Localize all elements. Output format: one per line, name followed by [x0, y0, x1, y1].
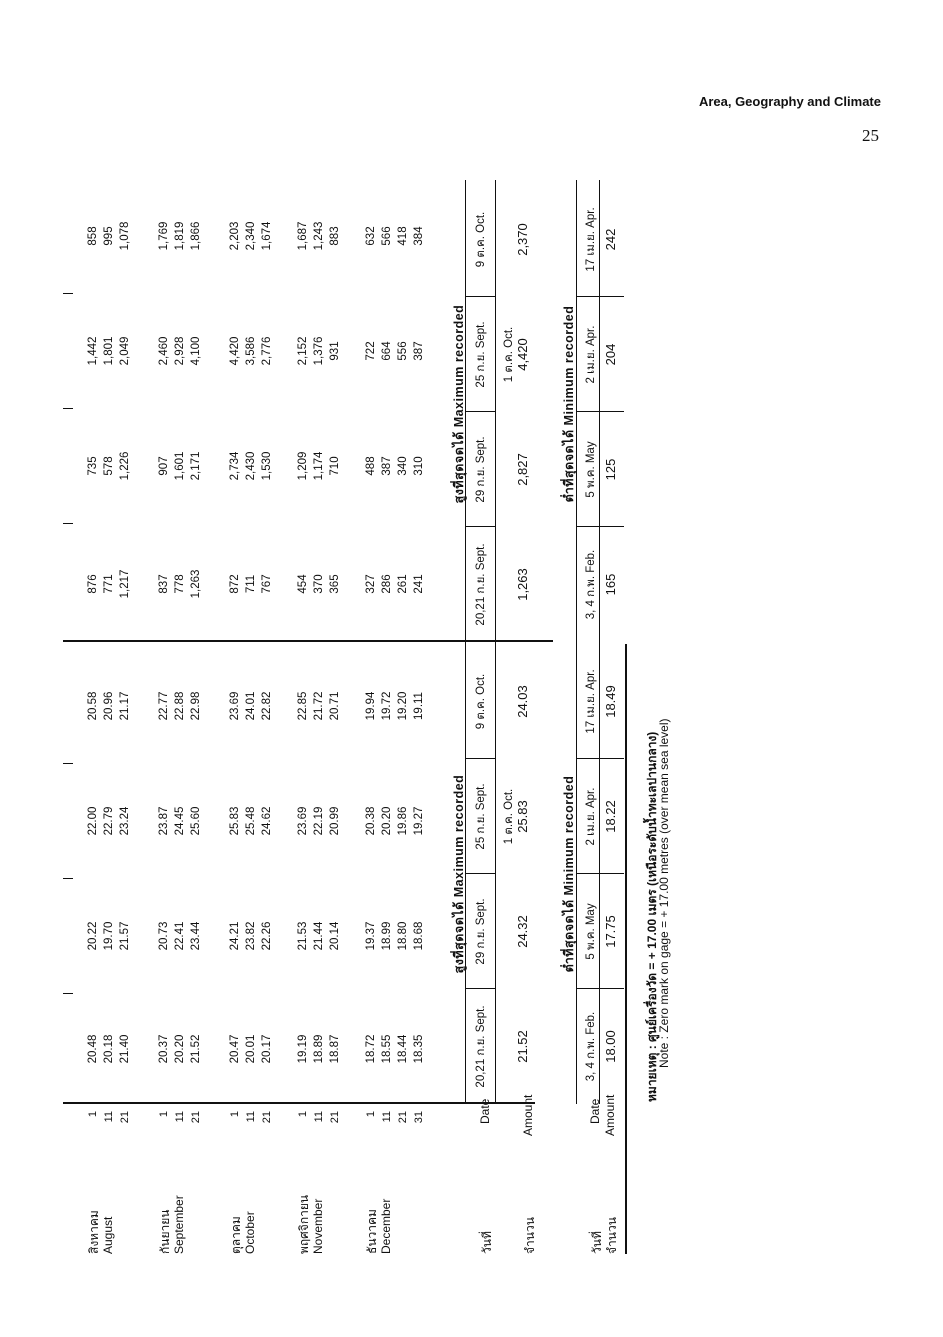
discharge-min-date: 3, 4 ก.พ. Feb. [585, 549, 597, 620]
month-eng-august: August [101, 1216, 115, 1254]
table-cell: 22.41 [174, 921, 186, 951]
table-cell: 883 [329, 226, 341, 246]
table-cell: 365 [329, 574, 341, 594]
table-cell: 21.40 [119, 1034, 131, 1064]
table-cell: 1,674 [261, 221, 273, 251]
table-cell: 241 [413, 574, 425, 594]
table-cell: 20.37 [158, 1034, 170, 1064]
table-cell: 24.21 [229, 921, 241, 951]
table-cell: 837 [158, 574, 170, 594]
month-eng-november: November [311, 1198, 325, 1254]
table-cell: 2,171 [190, 451, 202, 481]
table-cell: 2,203 [229, 221, 241, 251]
table-cell: 778 [174, 574, 186, 594]
level-min-date: 3, 4 ก.พ. Feb. [585, 1011, 597, 1082]
table-cell: 18.80 [397, 921, 409, 951]
table-cell: 23.69 [229, 691, 241, 721]
table-cell: 722 [365, 341, 377, 361]
page-number: 25 [862, 126, 879, 145]
table-cell: 18.35 [413, 1034, 425, 1064]
level-max-date: 20,21 ก.ย. Sept. [475, 1005, 487, 1088]
date-label-min: Date [588, 1098, 602, 1124]
bottom-rule [625, 644, 627, 1254]
day-label: 31 [413, 1111, 425, 1124]
table-cell: 2,460 [158, 336, 170, 366]
table-cell: 20.71 [329, 691, 341, 721]
discharge-max-heading: สูงที่สุดจดได้ Maximum recorded [452, 304, 466, 504]
table-cell: 767 [261, 574, 273, 594]
table-cell: 1,078 [119, 221, 131, 251]
table-cell: 384 [413, 226, 425, 246]
table-cell: 340 [397, 456, 409, 476]
table-cell: 20.48 [87, 1034, 99, 1064]
table-cell: 25.60 [190, 806, 202, 836]
table-cell: 632 [365, 226, 377, 246]
table-cell: 2,734 [229, 451, 241, 481]
date-label-thai: วันที่ [480, 1231, 494, 1254]
day-label: 21 [190, 1111, 202, 1124]
table-cell: 2,776 [261, 336, 273, 366]
date-label-thai-min: วันที่ [590, 1231, 604, 1254]
day-label: 11 [313, 1111, 325, 1123]
discharge-min-amount: 165 [603, 573, 618, 596]
table-cell: 310 [413, 456, 425, 476]
table-cell: 2,340 [245, 221, 257, 251]
discharge-min-date: 5 พ.ค. May [585, 441, 597, 498]
discharge-max-date: 20,21 ก.ย. Sept. [475, 543, 487, 626]
table-cell: 1,442 [87, 336, 99, 366]
table-cell: 25.83 [229, 806, 241, 836]
table-cell: 25.48 [245, 806, 257, 836]
table-cell: 664 [381, 341, 393, 361]
table-cell: 387 [381, 456, 393, 476]
table-cell: 18.87 [329, 1034, 341, 1064]
table-cell: 24.45 [174, 806, 186, 836]
table-cell: 20.38 [365, 806, 377, 836]
table-cell: 2,928 [174, 336, 186, 366]
table-cell: 18.55 [381, 1034, 393, 1064]
table-cell: 23.82 [245, 921, 257, 951]
month-thai-august: สิงหาคม [87, 1210, 101, 1254]
table-cell: 931 [329, 341, 341, 361]
table-cell: 20.58 [87, 691, 99, 721]
table-cell: 18.72 [365, 1034, 377, 1064]
level-min-heading: ต่ำที่สุดจดได้ Minimum recorded [562, 775, 576, 973]
day-label: 11 [103, 1111, 115, 1123]
level-max-mid-rule [495, 642, 496, 1104]
table-cell: 566 [381, 226, 393, 246]
table-cell: 20.73 [158, 921, 170, 951]
table-cell: 876 [87, 574, 99, 594]
table-cell: 20.14 [329, 921, 341, 951]
table-cell: 261 [397, 574, 409, 594]
table-cell: 1,226 [119, 451, 131, 481]
table-cell: 20.22 [87, 921, 99, 951]
table-cell: 735 [87, 456, 99, 476]
level-min-amount: 18.00 [603, 1030, 618, 1063]
table-cell: 1,819 [174, 221, 186, 251]
table-cell: 2,152 [297, 336, 309, 366]
table-cell: 23.69 [297, 806, 309, 836]
table-cell: 1,243 [313, 221, 325, 251]
level-max-date-extra: 1 ต.ค. Oct. [503, 788, 515, 845]
table-cell: 22.82 [261, 691, 273, 721]
table-cell: 3,586 [245, 336, 257, 366]
table-cell: 20.17 [261, 1034, 273, 1064]
table-cell: 20.96 [103, 691, 115, 721]
table-cell: 488 [365, 456, 377, 476]
table-cell: 370 [313, 574, 325, 594]
level-max-heading: สูงที่สุดจดได้ Maximum recorded [452, 774, 466, 974]
table-cell: 22.85 [297, 691, 309, 721]
table-cell: 21.17 [119, 691, 131, 721]
table-cell: 19.20 [397, 691, 409, 721]
table-cell: 995 [103, 226, 115, 246]
table-cell: 21.53 [297, 921, 309, 951]
month-thai-december: ธันวาคม [365, 1209, 379, 1254]
discharge-max-amount: 4,420 [515, 338, 530, 371]
day-label: 21 [329, 1111, 341, 1124]
discharge-max-date: 9 ต.ค. Oct. [475, 211, 487, 268]
table-cell: 19.70 [103, 921, 115, 951]
table-cell: 22.19 [313, 806, 325, 836]
table-cell: 1,217 [119, 569, 131, 599]
table-cell: 23.44 [190, 921, 202, 951]
table-cell: 711 [245, 574, 257, 594]
discharge-max-date: 29 ก.ย. Sept. [475, 436, 487, 503]
table-cell: 21.44 [313, 921, 325, 951]
table-cell: 22.79 [103, 806, 115, 836]
table-cell: 4,420 [229, 336, 241, 366]
amount-label-thai-min: จำนวน [605, 1217, 619, 1254]
table-cell: 21.52 [190, 1034, 202, 1064]
running-header: Area, Geography and Climate [698, 94, 881, 109]
table-cell: 19.94 [365, 691, 377, 721]
discharge-min-date: 17 เม.ย. Apr. [585, 207, 597, 272]
table-cell: 22.98 [190, 691, 202, 721]
table-cell: 22.77 [158, 691, 170, 721]
level-max-date: 9 ต.ค. Oct. [475, 673, 487, 730]
day-label: 1 [229, 1111, 241, 1118]
level-min-date: 2 เม.ย. Apr. [585, 787, 597, 846]
table-cell: 21.57 [119, 921, 131, 951]
table-cell: 24.01 [245, 691, 257, 721]
table-cell: 21.72 [313, 691, 325, 721]
level-min-date: 5 พ.ค. May [585, 903, 597, 960]
table-cell: 454 [297, 574, 309, 594]
table-cell: 327 [365, 574, 377, 594]
table-cell: 286 [381, 574, 393, 594]
month-thai-september: กันยายน [158, 1209, 172, 1254]
table-cell: 418 [397, 226, 409, 246]
table-cell: 872 [229, 574, 241, 594]
amount-label: Amount [521, 1094, 535, 1136]
table-cell: 19.37 [365, 921, 377, 951]
table-cell: 1,174 [313, 451, 325, 481]
day-label: 11 [174, 1111, 186, 1123]
discharge-max-amount: 2,827 [515, 453, 530, 486]
table-cell: 2,049 [119, 336, 131, 366]
table-cell: 19.11 [413, 692, 425, 720]
table-cell: 907 [158, 456, 170, 476]
day-label: 1 [365, 1111, 377, 1118]
discharge-min-amount: 204 [603, 343, 618, 366]
discharge-max-date: 25 ก.ย. Sept. [475, 321, 487, 388]
month-eng-september: September [172, 1195, 186, 1254]
discharge-min-heading: ต่ำที่สุดจดได้ Minimum recorded [562, 305, 576, 503]
discharge-max-amount: 1,263 [515, 568, 530, 601]
table-cell: 22.00 [87, 806, 99, 836]
table-cell: 20.99 [329, 806, 341, 836]
level-max-amount: 24.03 [515, 685, 530, 718]
level-max-date: 29 ก.ย. Sept. [475, 898, 487, 965]
table-cell: 1,209 [297, 451, 309, 481]
table-cell: 19.72 [381, 691, 393, 721]
table-cell: 710 [329, 456, 341, 476]
table-cell: 578 [103, 456, 115, 476]
table-cell: 23.87 [158, 806, 170, 836]
table-cell: 1,376 [313, 336, 325, 366]
table-cell: 18.44 [397, 1034, 409, 1064]
rotated-table [63, 176, 675, 1254]
table-cell: 19.27 [413, 806, 425, 836]
discharge-max-date-extra: 1 ต.ค. Oct. [503, 326, 515, 383]
month-thai-october: ตุลาคม [229, 1216, 243, 1254]
table-cell: 18.68 [413, 921, 425, 951]
day-label: 21 [261, 1111, 273, 1124]
day-label: 11 [245, 1111, 257, 1123]
level-max-amount: 21.52 [515, 1030, 530, 1063]
table-cell: 19.19 [297, 1034, 309, 1064]
table-cell: 1,687 [297, 221, 309, 251]
table-cell: 858 [87, 226, 99, 246]
month-thai-november: พฤศจิกายน [297, 1194, 311, 1254]
table-cell: 20.47 [229, 1034, 241, 1064]
day-label: 1 [87, 1111, 99, 1118]
discharge-max-amount: 2,370 [515, 223, 530, 256]
table-cell: 23.24 [119, 806, 131, 836]
level-min-amount: 18.22 [603, 800, 618, 833]
amount-label-min: Amount [603, 1094, 617, 1136]
table-cell: 1,866 [190, 221, 202, 251]
summary-grid [63, 176, 675, 1254]
table-cell: 387 [413, 341, 425, 361]
table-cell: 4,100 [190, 336, 202, 366]
note-thai: หมายเหตุ : ศูนย์เครื่องวัด = + 17.00 เมตร (เหนือระดับน้ำทะเลปานกลาง) [645, 731, 659, 1102]
table-cell: 1,530 [261, 451, 273, 481]
month-eng-october: October [243, 1211, 257, 1254]
day-label: 21 [119, 1111, 131, 1124]
table-cell: 1,263 [190, 569, 202, 599]
date-label: Date [478, 1098, 492, 1124]
discharge-min-amount: 125 [603, 458, 618, 481]
table-cell: 1,801 [103, 336, 115, 366]
level-max-date: 25 ก.ย. Sept. [475, 783, 487, 850]
table-cell: 20.20 [174, 1034, 186, 1064]
table-cell: 24.62 [261, 806, 273, 836]
table-cell: 18.89 [313, 1034, 325, 1064]
day-label: 1 [297, 1111, 309, 1118]
level-min-date: 17 เม.ย. Apr. [585, 669, 597, 734]
table-cell: 20.01 [245, 1034, 257, 1064]
day-label: 11 [381, 1111, 393, 1123]
table-cell: 20.20 [381, 806, 393, 836]
table-cell: 22.88 [174, 691, 186, 721]
amount-label-thai: จำนวน [523, 1217, 537, 1254]
table-cell: 1,601 [174, 451, 186, 481]
table-cell: 1,769 [158, 221, 170, 251]
table-cell: 22.26 [261, 921, 273, 951]
day-label: 1 [158, 1111, 170, 1118]
month-eng-december: December [379, 1198, 393, 1254]
level-min-amount: 17.75 [603, 915, 618, 948]
table-cell: 2,430 [245, 451, 257, 481]
level-max-amount: 24.32 [515, 915, 530, 948]
table-cell: 18.99 [381, 921, 393, 951]
table-cell: 19.86 [397, 806, 409, 836]
discharge-max-mid-rule [495, 180, 496, 642]
table-cell: 556 [397, 341, 409, 361]
discharge-min-amount: 242 [603, 228, 618, 251]
table-cell: 20.18 [103, 1034, 115, 1064]
day-label: 21 [397, 1111, 409, 1124]
note-english: Note : Zero mark on gage = + 17.00 metres (over mean sea level) [657, 718, 671, 1068]
level-max-amount: 25.83 [515, 800, 530, 833]
discharge-min-date: 2 เม.ย. Apr. [585, 325, 597, 384]
level-min-amount: 18.49 [603, 685, 618, 718]
table-cell: 771 [103, 574, 115, 594]
